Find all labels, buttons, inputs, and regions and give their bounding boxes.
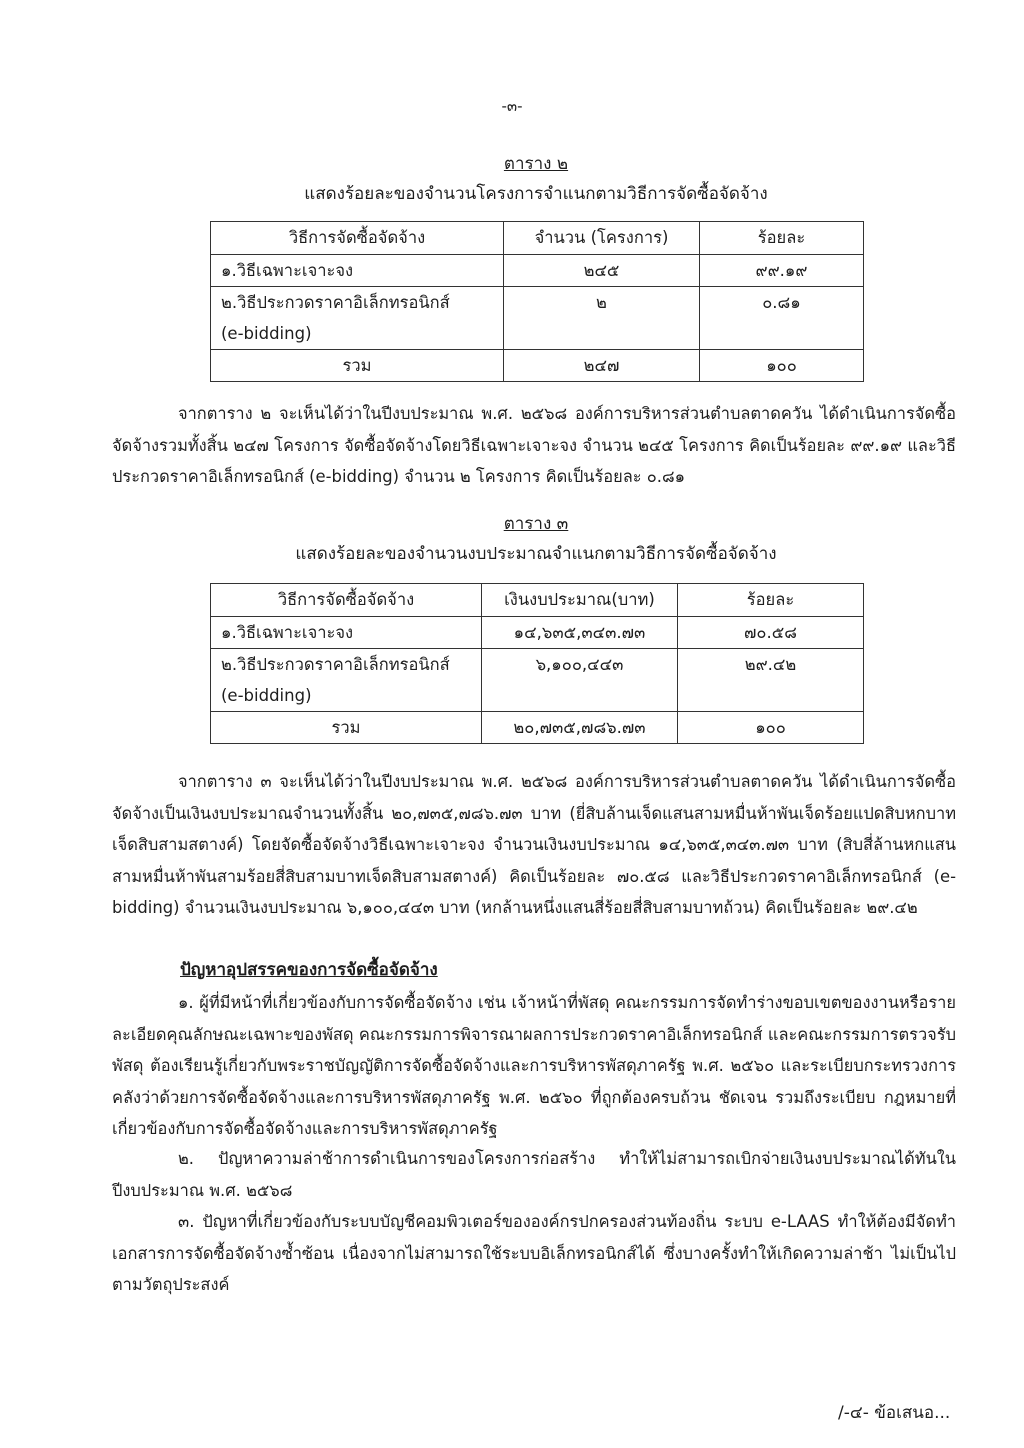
table2 [210,221,864,382]
problems-heading: ปัญหาอุปสรรคของการจัดซื้อจัดจ้าง [180,960,438,980]
table2-total-row [211,350,864,382]
table2-row2-count: ๒ [504,287,700,350]
table-row [211,255,864,287]
table2-label: ตาราง ๒ [503,154,569,174]
table2-total-label: รวม [211,350,504,382]
table2-header-count: จำนวน (โครงการ) [504,222,700,255]
table2-row1-count: ๒๔๕ [504,255,700,287]
table2-row2-method-extra: (e-bidding) [221,324,312,343]
table2-header-percent: ร้อยละ [700,222,864,255]
table3-header-percent: ร้อยละ [678,584,864,617]
table3-total-label: รวม [211,712,482,744]
table3-label: ตาราง ๓ [503,514,569,534]
table-row [211,287,864,350]
table3-header-amount: เงินงบประมาณ(บาท) [482,584,678,617]
table2-header-row [211,222,864,255]
table-row [211,649,864,712]
table3-row1-percent: ๗๐.๕๘ [678,617,864,649]
table3-row2-amount: ๖,๑๐๐,๔๔๓ [482,649,678,712]
next-page-marker: /-๔- ข้อเสนอ... [838,1403,951,1423]
table3-row2-method: ๒.วิธีประกวดราคาอิเล็กทรอนิกส์ [221,655,450,674]
table3-row2-method-extra: (e-bidding) [221,686,312,705]
table2-row2-percent: ๐.๘๑ [700,287,864,350]
page-number: -๓- [501,97,523,115]
table2-row2-method-cell [211,287,504,350]
problem-item-3-text: ๓. ปัญหาที่เกี่ยวข้องกับระบบบัญชีคอมพิวเตอร์ขององค์กรปกครองส่วนท้องถิ่น ระบบ e-LAAS ทำให้ต้องมีจัดทำเอกสารการจัดซื้อจัดจ้างซ้ำซ้อน เนื่องจากไม่สามารถใช้ระบบอิเล็กทรอนิกส์ได้ ซึ่งบางครั้งทำให้เกิดความล่าช้า ไม่เป็นไปตามวัตถุประสงค์ [112,1212,956,1294]
problem-item-2 [112,1143,956,1206]
table3 [210,583,864,744]
table3-total-amount: ๒๐,๗๓๕,๗๘๖.๗๓ [482,712,678,744]
paragraph-table2-text: จากตาราง ๒ จะเห็นได้ว่าในปีงบประมาณ พ.ศ. ๒๕๖๘ องค์การบริหารส่วนตำบลตาดควัน ได้ดำเนินการจัดซื้อจัดจ้างรวมทั้งสิ้น ๒๔๗ โครงการ จัดซื้อจัดจ้างโดยวิธีเฉพาะเจาะจง จำนวน ๒๔๕ โครงการ คิดเป็นร้อยละ ๙๙.๑๙ และวิธีประกวดราคาอิเล็กทรอนิกส์ (e-bidding) จำนวน ๒ โครงการ คิดเป็นร้อยละ ๐.๘๑ [112,404,956,486]
table2-caption: แสดงร้อยละของจำนวนโครงการจำแนกตามวิธีการจัดซื้อจัดจ้าง [304,184,768,204]
table2-row2-method: ๒.วิธีประกวดราคาอิเล็กทรอนิกส์ [221,293,450,312]
table3-row2-method-cell [211,649,482,712]
problem-item-2-text: ๒. ปัญหาความล่าช้าการดำเนินการของโครงการก่อสร้าง ทำให้ไม่สามารถเบิกจ่ายเงินงบประมาณได้ทันในปีงบประมาณ พ.ศ. ๒๕๖๘ [112,1149,956,1200]
table2-total-count: ๒๔๗ [504,350,700,382]
paragraph-table2-summary [112,398,956,493]
table2-row1-method: ๑.วิธีเฉพาะเจาะจง [211,255,504,287]
problem-item-1-text: ๑. ผู้ที่มีหน้าที่เกี่ยวข้องกับการจัดซื้อจัดจ้าง เช่น เจ้าหน้าที่พัสดุ คณะกรรมการจัดทำร่างขอบเขตของงานหรือรายละเอียดคุณลักษณะเฉพาะของพัสดุ คณะกรรมการพิจารณาผลการประกวดราคาอิเล็กทรอนิกส์ และคณะกรรมการตรวจรับพัสดุ ต้องเรียนรู้เกี่ยวกับพระราชบัญญัติการจัดซื้อจัดจ้างและการบริหารพัสดุภาครัฐ พ.ศ. ๒๕๖๐ และระเบียบกระทรวงการคลังว่าด้วยการจัดซื้อจัดจ้างและการบริหารพัสดุภาครัฐ พ.ศ. ๒๕๖๐ ที่ถูกต้องครบถ้วน ชัดเจน รวมถึงระเบียบ กฎหมายที่เกี่ยวข้องกับการจัดซื้อจัดจ้างและการบริหารพัสดุภาครัฐ [112,993,956,1138]
table3-row1-amount: ๑๔,๖๓๕,๓๔๓.๗๓ [482,617,678,649]
table-row [211,617,864,649]
table3-row1-method: ๑.วิธีเฉพาะเจาะจง [211,617,482,649]
table2-total-percent: ๑๐๐ [700,350,864,382]
table3-row2-percent: ๒๙.๔๒ [678,649,864,712]
table3-total-row [211,712,864,744]
table3-total-percent: ๑๐๐ [678,712,864,744]
table2-header-method: วิธีการจัดซื้อจัดจ้าง [211,222,504,255]
problem-item-1 [112,987,956,1145]
paragraph-table3-text: จากตาราง ๓ จะเห็นได้ว่าในปีงบประมาณ พ.ศ. ๒๕๖๘ องค์การบริหารส่วนตำบลตาดควัน ได้ดำเนินการจัดซื้อจัดจ้างเป็นเงินงบประมาณจำนวนทั้งสิ้น ๒๐,๗๓๕,๗๘๖.๗๓ บาท (ยี่สิบล้านเจ็ดแสนสามหมื่นห้าพันเจ็ดร้อยแปดสิบหกบาทเจ็ดสิบสามสตางค์) โดยจัดซื้อจัดจ้างวิธีเฉพาะเจาะจง จำนวนเงินงบประมาณ ๑๔,๖๓๕,๓๔๓.๗๓ บาท (สิบสี่ล้านหกแสนสามหมื่นห้าพันสามร้อยสี่สิบสามบาทเจ็ดสิบสามสตางค์) คิดเป็นร้อยละ ๗๐.๕๘ และวิธีประกวดราคาอิเล็กทรอนิกส์ (e-bidding) จำนวนเงินงบประมาณ ๖,๑๐๐,๔๔๓ บาท (หกล้านหนึ่งแสนสี่ร้อยสี่สิบสามบาทถ้วน) คิดเป็นร้อยละ ๒๙.๔๒ [112,772,956,917]
table3-header-row [211,584,864,617]
problem-item-3 [112,1206,956,1301]
paragraph-table3-summary [112,766,956,924]
table3-header-method: วิธีการจัดซื้อจัดจ้าง [211,584,482,617]
table2-row1-percent: ๙๙.๑๙ [700,255,864,287]
table3-caption: แสดงร้อยละของจำนวนงบประมาณจำแนกตามวิธีการจัดซื้อจัดจ้าง [295,544,777,564]
